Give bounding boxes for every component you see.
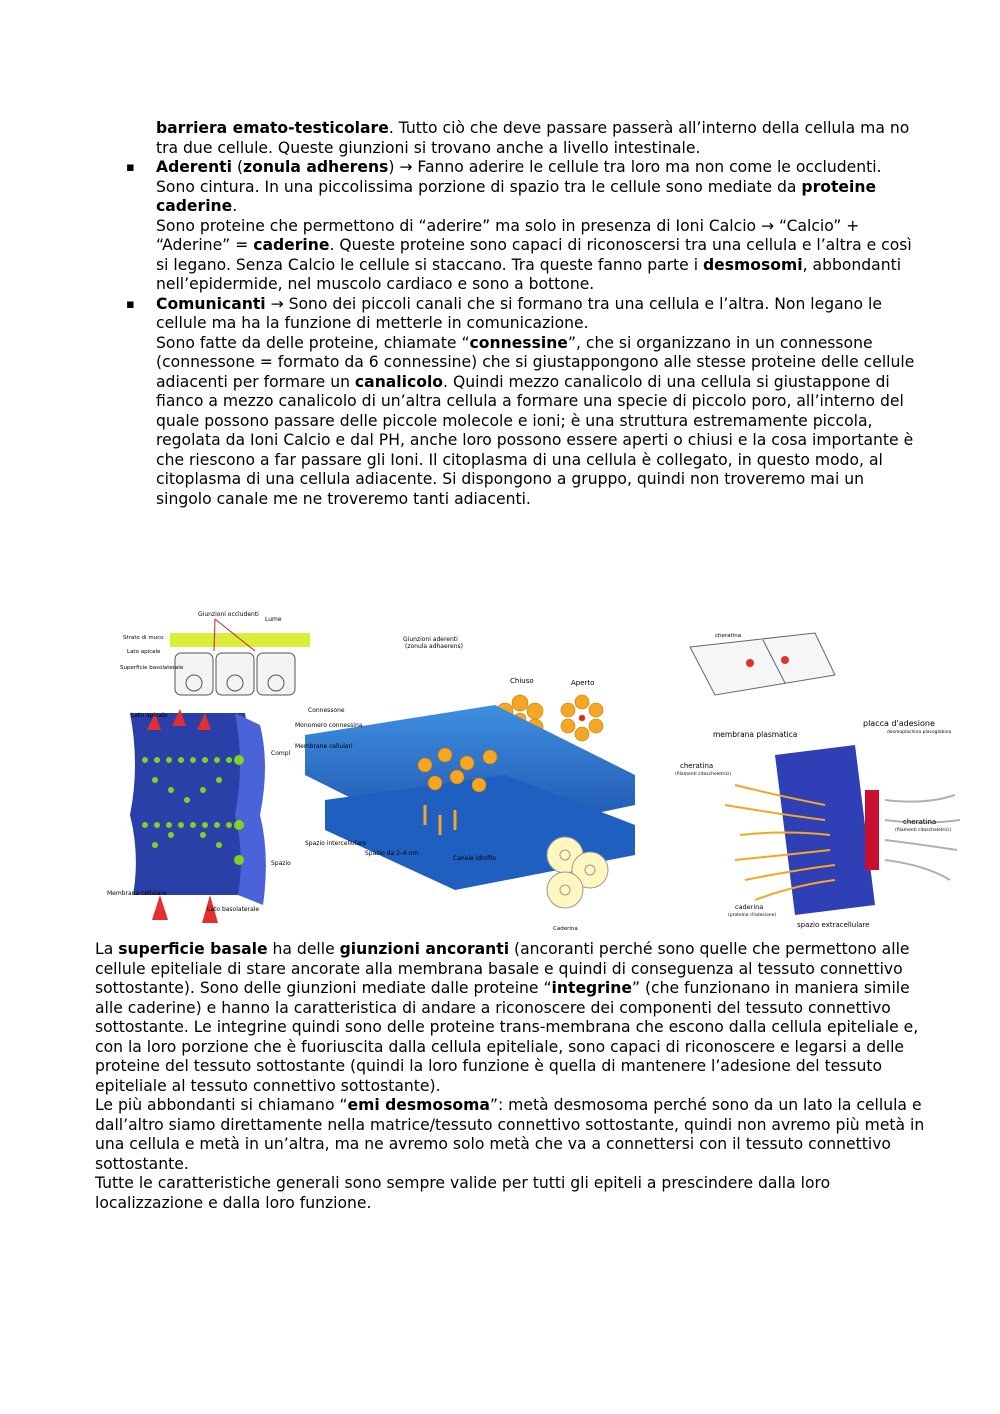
label-caderina-desmo: caderina xyxy=(735,903,764,911)
label-strato-muco: Strato di muco xyxy=(123,635,164,641)
label-placca: placca d'adesione xyxy=(863,719,935,728)
intro-paragraph xyxy=(156,119,916,158)
label-spazio-intercellulare: Spazio intercellulare xyxy=(305,840,367,847)
epithelial-cells xyxy=(175,653,295,695)
label-lato-apicale: Lato apicale xyxy=(131,712,168,719)
label-spazio-nm: Spazio da 2–4 nm xyxy=(365,850,419,857)
label-membrane: Membrane cellulari xyxy=(295,743,353,750)
label-zonula: (zonula adhaerens) xyxy=(405,643,463,650)
label-cheratina-left: cheratina xyxy=(680,762,714,770)
term-giunzioni-ancoranti: giunzioni ancoranti xyxy=(339,940,510,958)
term-integrine: integrine xyxy=(551,979,632,997)
figure-tight-junction xyxy=(107,611,310,923)
figure-gap-junction xyxy=(295,636,635,932)
label-superficie: Superficie basolaterale xyxy=(120,665,184,671)
junction-illustrations xyxy=(95,605,965,935)
label-aperto: Aperto xyxy=(571,679,595,687)
mucus-layer xyxy=(170,633,310,647)
open-connexon-icon xyxy=(561,695,603,741)
term-caderine: caderine xyxy=(253,236,330,254)
term-barriera: barriera emato-testicolare xyxy=(156,119,389,137)
term-connessine: connessine xyxy=(469,333,568,352)
label-compl: Compl xyxy=(271,750,291,757)
label-giunzioni-aderenti: Giunzioni aderenti xyxy=(403,636,458,643)
term-comunicanti: Comunicanti xyxy=(156,294,266,313)
paragraph-emi-desmosoma: Le più abbondanti si chiamano “emi desmosoma”: metà desmosoma perché sono da un lato la cellula e dall’altro siamo direttamente nella matrice/tessuto connettivo sottostante, quindi non avremo più metà in una cellula e metà in un’altra, ma ne avremo solo metà che va a connettersi con il tessuto connettivo sottostante. xyxy=(95,1096,925,1173)
term-aderenti: Aderenti xyxy=(156,158,232,176)
label-placca-sub: desmoplachina placoglobina xyxy=(887,730,952,735)
top-text-block xyxy=(156,119,916,509)
label-chiuso: Chiuso xyxy=(510,677,534,685)
label-caderina: Caderina xyxy=(553,926,578,932)
label-giunzioni-occludenti: Giunzioni occludenti xyxy=(198,611,259,618)
label-cheratina-right-sub: (filamenti citoscheletrici) xyxy=(895,828,952,833)
figure-desmosome xyxy=(675,633,960,929)
figure-strip xyxy=(95,605,965,935)
label-cheratina-left-sub: (filamenti citoscheletrici) xyxy=(675,772,732,777)
label-lato-apicale-small: Lato apicale xyxy=(127,649,161,655)
bottom-text-block xyxy=(95,940,925,1213)
junction-list xyxy=(156,158,916,509)
paragraph-conclusion: Tutte le caratteristiche generali sono sempre valide per tutti gli epiteli a prescindere dalla loro localizzazione e dalla loro funzione. xyxy=(95,1174,831,1212)
keratin-filaments-right xyxy=(885,795,960,880)
term-zonula: zonula adherens xyxy=(243,158,389,176)
paragraph-superficie-basale: La superficie basale ha delle giunzioni ancoranti (ancoranti perché sono quelle che permettono alle cellule epiteliale di stare ancorate alla membrana basale e quindi di conseguenza al tessuto connettivo sottostante). Sono delle giunzioni mediate dalle proteine “integrine” (che funzionano in maniera simile alle caderine) e hanno la caratteristica di andare a riconoscere dei componenti del tessuto connettivo sottostante. Le integrine quindi sono delle proteine trans-membrana che escono dalla cellula epiteliale e, con la loro porzione che è fuoriuscita dalla cellula epiteliale, sono capaci di riconoscere e legarsi a delle proteine del tessuto sottostante (quindi la loro funzione è quella di mantenere l’adesione del tessuto epiteliale al tessuto connettivo sottostante). xyxy=(95,940,919,1095)
label-caderina-sub: (proteina d'adesione) xyxy=(728,913,777,918)
label-cheratina-top: cheratina xyxy=(715,633,742,639)
label-membrana-plasmatica: membrana plasmatica xyxy=(713,730,798,739)
label-lume: Lume xyxy=(265,616,282,623)
label-lato-basolaterale: Lato basolaterale xyxy=(207,906,260,913)
membrane-slab xyxy=(130,713,250,895)
term-canalicolo: canalicolo xyxy=(354,372,444,391)
label-connessone: Connessone xyxy=(308,707,345,714)
list-item-comunicanti: ▪ Comunicanti → Sono dei piccoli canali che si formano tra una cellula e l’altra. Non legano le cellule ma ha la funzione di metterle in comunicazione. Sono fatte da delle proteine, chiamate “connessine”, che si organizzano in un connessone (connessone = formato da 6 connessine) che si giustappongono alle stesse proteine delle cellule adiacenti per formare un canalicolo. Quindi mezzo canalicolo di una cellula si giustappone di fianco a mezzo canalicolo di un’altra cellula a formare una specie di piccolo poro, all’interno del quale possono passare delle piccole molecole e ioni; è una struttura estremamente piccola, regolata da Ioni Calcio e dal PH, anche loro possono essere aperti o chiusi e la cosa importante è che riescono a far passare gli Ioni. Il citoplasma di una cellula è collegato, in questo modo, al citoplasma di una cellula adiacente. Si dispongono a gruppo, quindi non troveremo mai un singolo canale me ne troveremo tanti adiacenti. xyxy=(156,295,916,510)
list-item-aderenti: ▪ Aderenti (zonula adherens) → Fanno aderire le cellule tra loro ma non come le occludenti. Sono cintura. In una piccolissima porzione di spazio tra le cellule sono mediate da proteine caderine. Sono proteine che permettono di “aderire” ma solo in presenza di Ioni Calcio → “Calcio” + “Aderine” = caderine. Queste proteine sono capaci di riconoscersi tra una cellula e l’altra e così si legano. Senza Calcio le cellule si staccano. Tra queste fanno parte i desmosomi, abbondanti nell’epidermide, nel muscolo cardiaco e sono a bottone. xyxy=(156,158,916,295)
term-desmosomi: desmosomi xyxy=(703,255,803,274)
label-cheratina-right: cheratina xyxy=(903,818,937,826)
label-spazio-extracellulare: spazio extracellulare xyxy=(797,921,870,929)
label-canale: Canale idrofilo xyxy=(453,855,497,862)
term-superficie-basale: superficie basale xyxy=(118,940,268,958)
label-membrana-cellulare: Membrana cellulare xyxy=(107,890,167,897)
label-monomero: Monomero connessina xyxy=(295,722,363,729)
intro-text: . Tutto ciò che deve passare passerà all’interno della cellula ma no tra due cellule. Queste giunzioni si trovano anche a livello intestinale. xyxy=(156,119,910,157)
term-emi-desmosoma: emi desmosoma xyxy=(347,1096,490,1114)
term-proteine-caderine: proteine caderine xyxy=(156,177,877,215)
label-spazio: Spazio xyxy=(271,860,291,867)
